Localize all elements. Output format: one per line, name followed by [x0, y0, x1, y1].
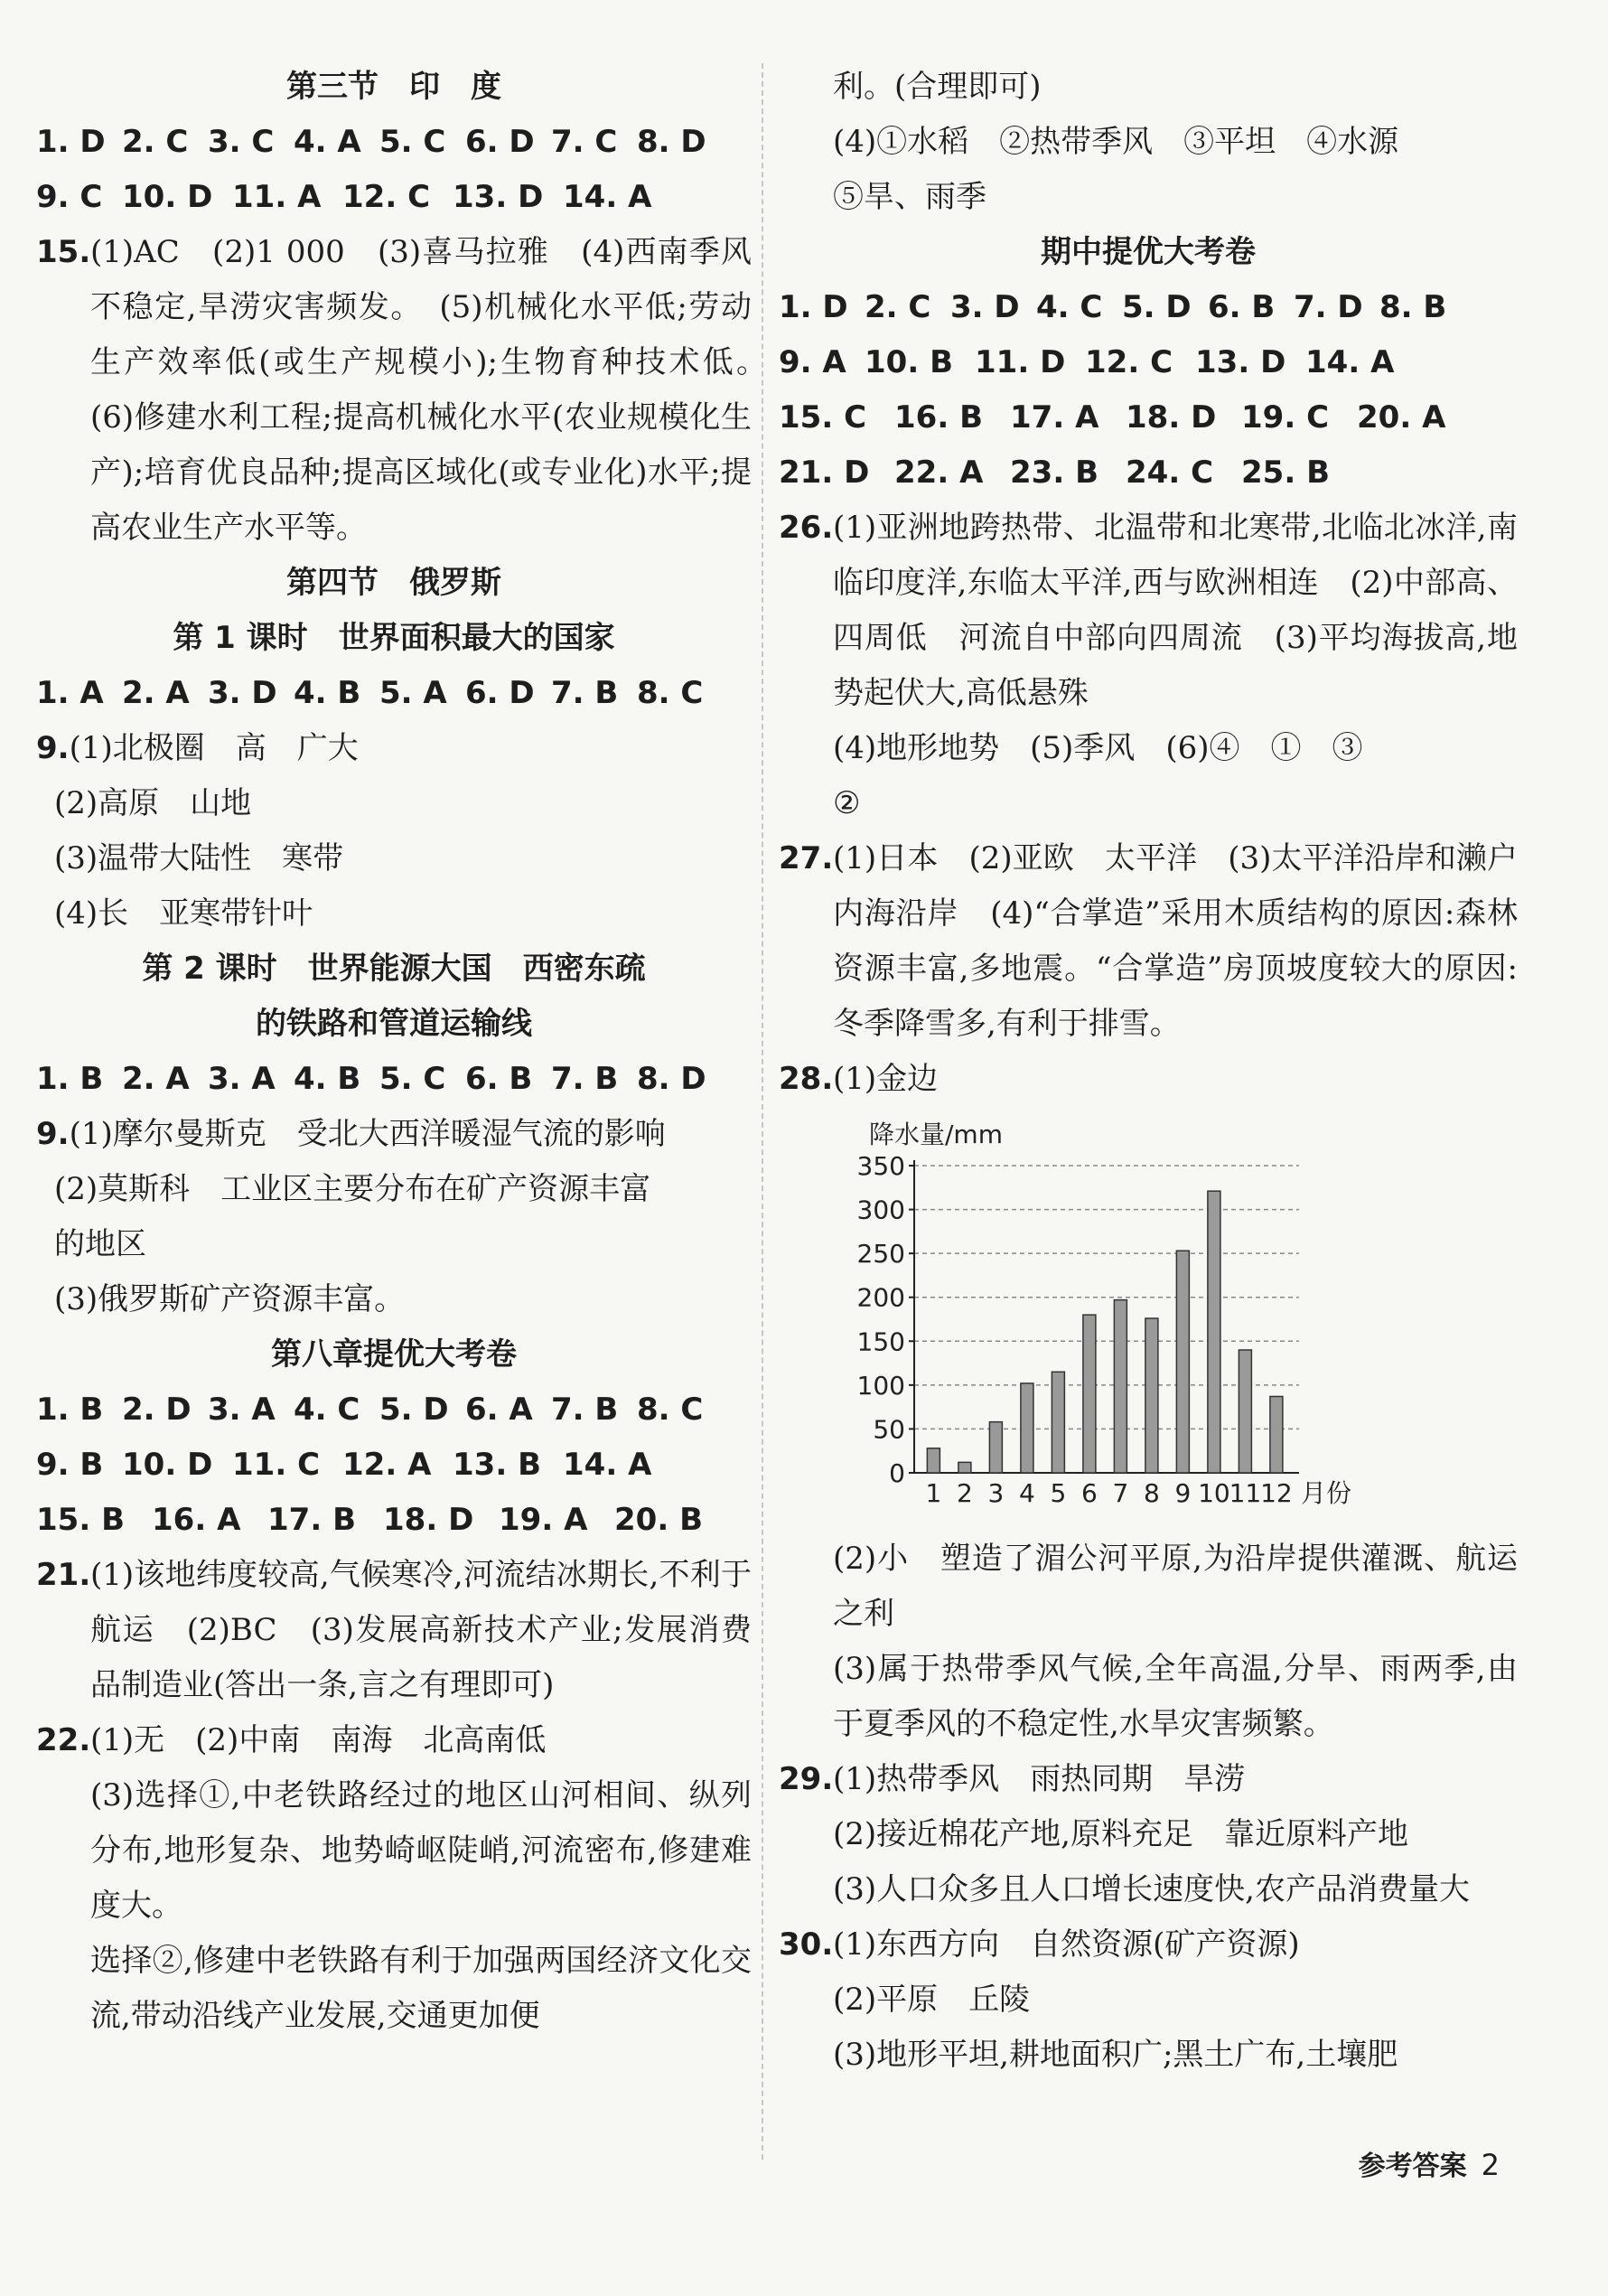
answer-item: 2. C — [122, 124, 189, 160]
answer-item: 2. C — [865, 289, 931, 325]
answer-item: 10. D — [122, 1447, 213, 1483]
question-21 — [36, 1548, 752, 1713]
answer-item: 4. A — [294, 124, 361, 160]
answer-item: 2. A — [122, 675, 190, 711]
bar — [1145, 1318, 1158, 1473]
question-28-cont — [779, 1532, 1518, 1752]
answer-item: 6. A — [465, 1392, 533, 1428]
answer-item: 19. A — [499, 1502, 588, 1538]
y-tick-label: 0 — [889, 1458, 905, 1488]
answer-item: 1. B — [36, 1392, 104, 1428]
question-number: 22. — [36, 1722, 91, 1758]
question-number: 15. — [36, 234, 91, 270]
question-answer: (2)小 塑造了湄公河平原,为沿岸提供灌溉、航运之利 — [833, 1541, 1518, 1632]
answer-item: 3. C — [208, 124, 275, 160]
question-answer: (1)亚洲地跨热带、北温带和北寒带,北临北冰洋,南临印度洋,东临太平洋,西与欧洲相连 (2)中部高、四周低 河流自中部向四周流 (3)平均海拔高,地势起伏大,高低悬殊 — [833, 510, 1518, 711]
question-answer: (1)日本 (2)亚欧 太平洋 (3)太平洋沿岸和濑户内海沿岸 (4)“合掌造”采用木质结构的原因:森林资源丰富,多地震。“合掌造”房顶坡度较大的原因:冬季降雪多,有利于排雪。 — [833, 840, 1518, 1042]
answer-item: 15. B — [36, 1502, 125, 1538]
question-number: 27. — [779, 840, 834, 876]
answer-row — [779, 335, 1518, 390]
answer-item: 14. A — [563, 1447, 652, 1483]
answer-line: (4)长 亚寒带针叶 — [54, 895, 313, 932]
question-answer: (1)无 (2)中南 南海 北高南低 — [90, 1722, 547, 1758]
bar — [1270, 1396, 1283, 1473]
question-answer: (1)AC (2)1 000 (3)喜马拉雅 (4)西南季风不稳定,旱涝灾害频发。 (5)机械化水平低;劳动生产效率低(或生产规模小);生物育种技术低。 (6)修建水利工程;提高机械化水平(农业规模化生产);培育优良品种;提高区域化(或专业化)水平;提高农业生产水平等。 — [90, 234, 782, 546]
answer-item: 23. B — [1010, 455, 1098, 491]
y-tick-label: 250 — [856, 1239, 905, 1270]
question-answer: (1)金边 — [833, 1061, 939, 1097]
answer-item: 8. B — [1379, 289, 1447, 325]
question-15 — [36, 225, 782, 556]
answer-item: 24. C — [1126, 455, 1214, 491]
question-number: 29. — [779, 1761, 834, 1797]
answer-line: (2)高原 山地 — [54, 785, 252, 821]
answer-item: 22. A — [894, 455, 984, 491]
bar — [1239, 1350, 1251, 1473]
y-tick-label: 200 — [856, 1282, 905, 1313]
answer-item: 3. A — [208, 1061, 276, 1097]
answer-item: 17. B — [267, 1502, 356, 1538]
question-answer: (2)接近棉花产地,原料充足 靠近原料产地 — [833, 1816, 1408, 1852]
x-tick-label: 5 — [1050, 1478, 1067, 1508]
question-answer: (1)东西方向 自然资源(矿产资源) — [833, 1926, 1300, 1963]
answer-row — [36, 1493, 752, 1548]
question-answer: (4)地形地势 (5)季风 (6)④ ① ③ — [833, 730, 1363, 766]
left-column — [36, 60, 782, 2044]
answer-item: 6. D — [465, 675, 535, 711]
bar — [1083, 1315, 1096, 1473]
y-tick-label: 100 — [856, 1370, 905, 1401]
answer-item: 20. B — [614, 1502, 703, 1538]
question-answer: (1)热带季风 雨热同期 旱涝 — [833, 1761, 1246, 1797]
lesson-title-1: 第 1 课时 世界面积最大的国家 — [173, 620, 615, 656]
answer-item: 18. D — [383, 1502, 474, 1538]
answer-item: 9. A — [779, 344, 846, 380]
answer-row — [36, 1052, 752, 1107]
answer-item: 5. D — [1122, 289, 1192, 325]
answer-row — [779, 390, 1518, 445]
answer-line: (3)温带大陆性 寒带 — [54, 840, 344, 876]
answer-item: 4. C — [1036, 289, 1103, 325]
y-tick-label: 350 — [856, 1151, 905, 1181]
answer-line: (3)俄罗斯矿产资源丰富。 — [54, 1281, 406, 1317]
answer-item: 21. D — [779, 455, 870, 491]
section-title-india: 第三节 印 度 — [286, 69, 501, 105]
answer-item: 12. A — [342, 1447, 432, 1483]
bar — [1052, 1372, 1064, 1473]
x-tick-label: 7 — [1112, 1478, 1129, 1508]
answer-item: 20. A — [1357, 399, 1446, 436]
x-tick-label: 10 — [1198, 1478, 1230, 1508]
answer-item: 11. A — [232, 179, 322, 215]
answer-item: 8. C — [637, 1392, 704, 1428]
question-answer: 选择②,修建中老铁路有利于加强两国经济文化交流,带动沿线产业发展,交通更加便 — [90, 1943, 752, 2034]
bar — [927, 1448, 940, 1473]
answer-item: 17. A — [1010, 399, 1099, 436]
question-answer: (1)该地纬度较高,气候寒冷,河流结冰期长,不利于航运 (2)BC (3)发展高新技术产业;发展消费品制造业(答出一条,言之有理即可) — [90, 1557, 752, 1703]
answer-item: 2. A — [122, 1061, 190, 1097]
answer-item: 6. B — [465, 1061, 533, 1097]
answer-item: 13. B — [453, 1447, 541, 1483]
bar — [1208, 1191, 1220, 1473]
answer-item: 1. B — [36, 1061, 104, 1097]
answer-item: 11. C — [232, 1447, 321, 1483]
question-number: 9. — [36, 1116, 70, 1152]
question-number: 21. — [36, 1557, 91, 1593]
answer-item: 4. C — [294, 1392, 360, 1428]
answer-item: 9. C — [36, 179, 103, 215]
y-tick-label: 50 — [873, 1414, 905, 1445]
answer-item: 6. B — [1208, 289, 1276, 325]
bar — [1176, 1251, 1189, 1473]
answer-row — [36, 666, 752, 721]
answer-item: 3. A — [208, 1392, 276, 1428]
answer-row — [779, 445, 1518, 501]
answer-item: 11. D — [975, 344, 1066, 380]
question-answer: (1)北极圈 高 广大 — [69, 730, 359, 766]
x-tick-label: 3 — [987, 1478, 1005, 1508]
lesson-title-2a: 第 2 课时 世界能源大国 西密东疏 — [142, 951, 646, 987]
answer-item: 19. C — [1241, 399, 1330, 436]
answer-row — [779, 280, 1518, 335]
page-number: 2 — [1481, 2148, 1500, 2182]
question-27 — [779, 831, 1518, 1052]
x-tick-label: 8 — [1143, 1478, 1160, 1508]
answer-item: 12. C — [342, 179, 431, 215]
answer-line: ⑤旱、雨季 — [833, 179, 986, 215]
answer-line: 的地区 — [54, 1226, 146, 1262]
answer-item: 13. D — [453, 179, 544, 215]
answer-item: 7. B — [551, 1392, 619, 1428]
question-answer: (3)人口众多且人口增长速度快,农产品消费量大 — [833, 1871, 1470, 1907]
answer-item: 16. A — [152, 1502, 241, 1538]
answer-item: 2. D — [122, 1392, 192, 1428]
x-axis-label: 月份 — [1301, 1478, 1352, 1508]
answer-item: 25. B — [1241, 455, 1330, 491]
chart-svg — [779, 1107, 1518, 1532]
answer-item: 4. B — [294, 1061, 361, 1097]
question-26 — [779, 501, 1518, 831]
bar — [1114, 1300, 1127, 1473]
question-answer: (3)选择①,中老铁路经过的地区山河相间、纵列分布,地形复杂、地势崎岖陡峭,河流密布,修建难度大。 — [90, 1777, 752, 1924]
x-tick-label: 11 — [1229, 1478, 1262, 1508]
x-tick-label: 2 — [956, 1478, 973, 1508]
answer-item: 8. C — [637, 675, 704, 711]
bar — [1021, 1383, 1033, 1473]
answer-item: 7. C — [551, 124, 618, 160]
x-tick-label: 12 — [1260, 1478, 1293, 1508]
footer-label: 参考答案 — [1358, 2151, 1467, 2182]
answer-item: 8. D — [637, 1061, 706, 1097]
answer-item: 10. B — [865, 344, 953, 380]
answer-item: 16. B — [894, 399, 983, 436]
answer-item: 3. D — [208, 675, 277, 711]
answer-item: 4. B — [294, 675, 361, 711]
answer-item: 1. D — [36, 124, 106, 160]
midterm-title: 期中提优大考卷 — [1041, 234, 1256, 270]
answer-item: 7. B — [551, 675, 619, 711]
answer-item: 3. D — [950, 289, 1020, 325]
answer-item: 15. C — [779, 399, 867, 436]
answer-item: 5. D — [379, 1392, 449, 1428]
question-answer: (3)属于热带季风气候,全年高温,分旱、雨两季,由于夏季风的不稳定性,水旱灾害频繁。 — [833, 1651, 1518, 1742]
answer-item: 5. C — [379, 1061, 446, 1097]
answer-item: 5. A — [379, 675, 447, 711]
question-answer: (3)地形平坦,耕地面积广;黑土广布,土壤肥 — [833, 2037, 1398, 2073]
precipitation-chart — [779, 1107, 1518, 1532]
answer-row — [36, 1382, 752, 1438]
question-29 — [779, 1752, 1518, 1917]
answer-item: 14. A — [563, 179, 652, 215]
question-answer: (1)摩尔曼斯克 受北大西洋暖湿气流的影响 — [69, 1116, 666, 1152]
answer-item: 1. A — [36, 675, 104, 711]
answer-row — [36, 1438, 752, 1493]
answer-row — [36, 170, 752, 225]
answer-item: 10. D — [122, 179, 213, 215]
answer-row — [36, 115, 752, 170]
question-number: 9. — [36, 730, 70, 766]
question-28 — [779, 1052, 1518, 1107]
answer-item: 12. C — [1085, 344, 1173, 380]
question-9-line — [36, 1107, 752, 1162]
section-title-russia: 第四节 俄罗斯 — [286, 565, 501, 601]
right-column — [779, 60, 1518, 2083]
bar — [958, 1462, 971, 1473]
answer-item: 6. D — [465, 124, 535, 160]
x-tick-label: 4 — [1018, 1478, 1035, 1508]
chapter-8-title: 第八章提优大考卷 — [271, 1336, 517, 1373]
bar — [989, 1422, 1002, 1473]
answer-item: 1. D — [779, 289, 848, 325]
question-30 — [779, 1917, 1518, 2083]
answer-item: 7. B — [551, 1061, 619, 1097]
page-footer — [1359, 2143, 1500, 2183]
question-9-line — [36, 721, 752, 776]
answer-item: 9. B — [36, 1447, 104, 1483]
answer-item: 8. D — [637, 124, 706, 160]
question-answer: (2)平原 丘陵 — [833, 1982, 1031, 2018]
answer-item: 13. D — [1195, 344, 1286, 380]
x-tick-label: 9 — [1174, 1478, 1192, 1508]
y-axis-label: 降水量/mm — [869, 1120, 1003, 1149]
question-number: 26. — [779, 510, 834, 546]
question-number: 28. — [779, 1061, 834, 1097]
question-22 — [36, 1713, 752, 2044]
answer-item: 5. C — [379, 124, 446, 160]
answer-item: 14. A — [1305, 344, 1395, 380]
y-tick-label: 300 — [856, 1195, 905, 1225]
x-tick-label: 6 — [1080, 1478, 1098, 1508]
answer-item: 7. D — [1294, 289, 1363, 325]
answer-line: 利。(合理即可) — [833, 69, 1042, 105]
answer-line: (2)莫斯科 工业区主要分布在矿产资源丰富 — [54, 1171, 651, 1207]
question-number: 30. — [779, 1926, 834, 1963]
x-tick-label: 1 — [925, 1478, 942, 1508]
answer-line: (4)①水稻 ②热带季风 ③平坦 ④水源 — [833, 124, 1399, 160]
lesson-title-2b: 的铁路和管道运输线 — [256, 1006, 532, 1042]
question-answer: ② — [833, 785, 861, 821]
y-tick-label: 150 — [856, 1326, 905, 1357]
answer-item: 18. D — [1126, 399, 1217, 436]
